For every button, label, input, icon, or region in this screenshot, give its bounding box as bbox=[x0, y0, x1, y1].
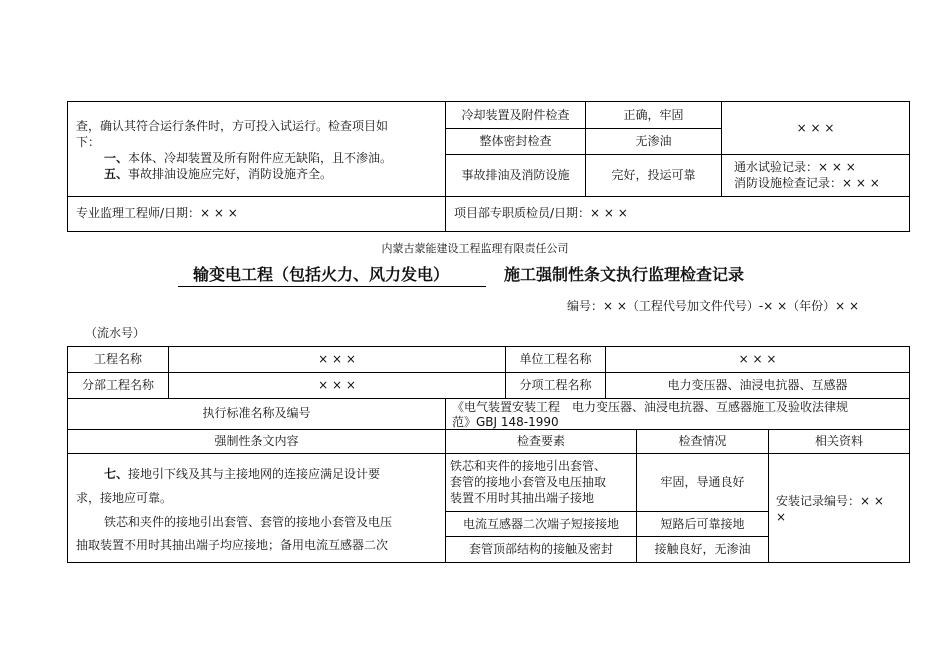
serial-number: （流水号） bbox=[85, 326, 146, 340]
content-line2: 求，接地应可靠。 bbox=[76, 491, 173, 505]
fire-facility-record: 消防设施检查记录：× × × bbox=[734, 176, 880, 190]
element-cell-line: 装置不用时其抽出端子接地 bbox=[450, 491, 595, 505]
top-element-cell: 整体密封检查 bbox=[479, 134, 552, 148]
title-part1: 输变电工程（包括火力、风力发电） bbox=[193, 265, 450, 284]
content-line3: 铁芯和夹件的接地引出套管、套管的接地小套管及电压 bbox=[104, 515, 393, 529]
element-cell: 电流互感器二次端子短接接地 bbox=[462, 517, 619, 531]
content-line1: 七、接地引下线及其与主接地网的连接应满足设计要 bbox=[104, 467, 381, 481]
item-project-label: 分项工程名称 bbox=[519, 378, 592, 392]
item-project-value: 电力变压器、油浸电抗器、互感器 bbox=[667, 378, 848, 392]
top-status-cell: 完好，投运可靠 bbox=[611, 168, 696, 182]
top-element-cell: 事故排油及消防设施 bbox=[461, 168, 570, 182]
top-content-line2: 下： bbox=[76, 135, 101, 149]
top-content-line1: 查，确认其符合运行条件时，方可投入试运行。检查项目如 bbox=[76, 119, 389, 133]
project-name-value: × × × bbox=[318, 352, 356, 366]
top-element-cell: 冷却装置及附件检查 bbox=[461, 108, 570, 122]
qc-signature: 项目部专职质检员/日期：× × × bbox=[454, 206, 628, 220]
top-item5: 五、事故排油设施应完好，消防设施齐全。 bbox=[104, 167, 333, 181]
header-refs: 相关资料 bbox=[814, 434, 863, 448]
element-cell: 套管顶部结构的接触及密封 bbox=[468, 542, 613, 556]
status-cell: 牢固，导通良好 bbox=[660, 475, 745, 489]
document-code: 编号：× ×（工程代号加文件代号）-× ×（年份）× × bbox=[567, 299, 860, 313]
water-test-record: 通水试验记录：× × × bbox=[734, 160, 856, 174]
element-cell-line: 套管的接地小套管及电压抽取 bbox=[450, 475, 607, 489]
install-record-number: 安装记录编号：× × bbox=[776, 494, 884, 508]
content-line4: 抽取装置不用时其抽出端子均应接地；备用电流互感器二次 bbox=[76, 538, 389, 552]
unit-project-label: 单位工程名称 bbox=[519, 352, 592, 366]
division-label: 分部工程名称 bbox=[81, 378, 154, 392]
standard-label: 执行标准名称及编号 bbox=[202, 406, 311, 420]
project-name-label: 工程名称 bbox=[93, 352, 142, 366]
standard-name-line2: 范》GBJ 148-1990 bbox=[452, 415, 559, 429]
status-cell: 短路后可靠接地 bbox=[660, 517, 745, 531]
company-name: 内蒙古蒙能建设工程监理有限责任公司 bbox=[381, 242, 569, 255]
unit-project-value: × × × bbox=[738, 352, 777, 366]
division-value: × × × bbox=[318, 378, 356, 392]
top-status-cell: 正确，牢固 bbox=[623, 108, 684, 122]
status-cell: 接触良好，无渗油 bbox=[654, 542, 751, 556]
standard-name-line1: 《电气装置安装工程 电力变压器、油浸电抗器、互感器施工及验收法律规 bbox=[452, 400, 849, 414]
top-status-cell: 无渗油 bbox=[635, 134, 672, 148]
engineer-signature: 专业监理工程师/日期：× × × bbox=[76, 206, 238, 220]
header-content: 强制性条文内容 bbox=[214, 434, 299, 448]
top-item1: 一、本体、冷却装置及所有附件应无缺陷，且不渗油。 bbox=[104, 151, 393, 165]
header-elements: 检查要素 bbox=[516, 434, 565, 448]
install-record-number-cont: × bbox=[776, 510, 787, 524]
title-part2: 施工强制性条文执行监理检查记录 bbox=[504, 265, 745, 284]
top-ref-cell: × × × bbox=[796, 121, 835, 135]
header-status: 检查情况 bbox=[678, 434, 727, 448]
element-cell-line: 铁芯和夹件的接地引出套管、 bbox=[450, 459, 607, 473]
